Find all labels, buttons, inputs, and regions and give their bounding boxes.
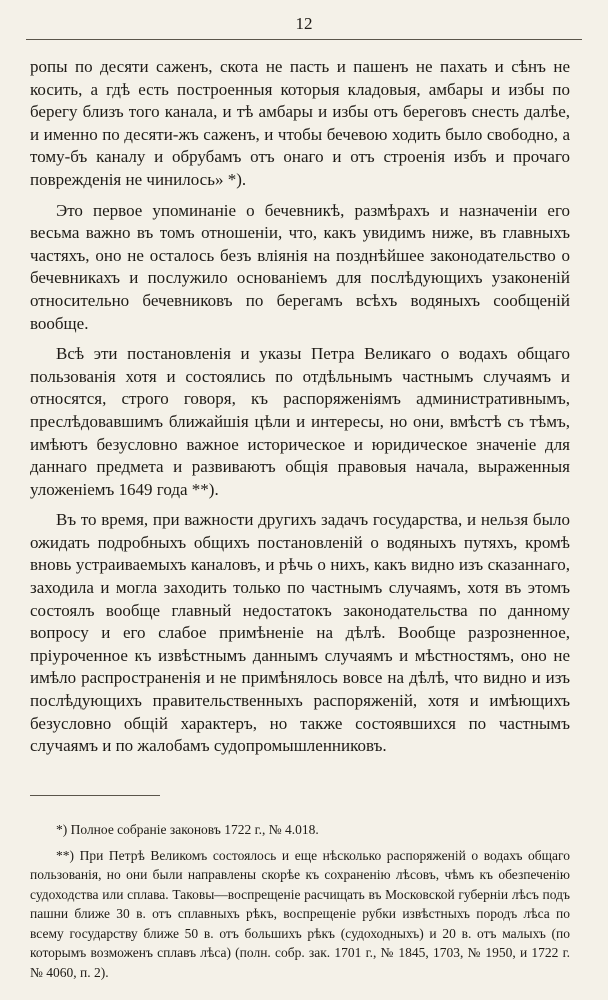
- paragraph: Это первое упоминаніе о бечевникѣ, размѣрахъ и назначеніи его весьма важно въ томъ отношеніи, что, какъ увидимъ ниже, въ главныхъ частяхъ, оно не осталось безъ вліянія на позднѣйшее законодательство о бечевникахъ и послужило основаніемъ для послѣдующихъ узаконеній относительно бечевниковъ по берегамъ всѣхъ водяныхъ сообщеній вообще.: [30, 200, 570, 333]
- paragraph-continuation: ропы по десяти саженъ, скота не пасть и пашенъ не пахать и сѣнъ не косить, а гдѣ есть построенныя которыя кладовыя, амбары и избы по берегу близъ того канала, и тѣ амбары и избы отъ береговъ снесть далѣе, и именно по десяти-жъ саженъ, и чтобы бечевою ходить было свободно, а тому-бъ каналу и обрубамъ отъ онаго и отъ строенія избъ и прочаго поврежденія не чинилось» *).: [30, 57, 570, 189]
- body-text: [30, 56, 570, 766]
- header-rule: [26, 39, 582, 40]
- page-number: 12: [295, 14, 313, 33]
- footnote-rule: [30, 795, 160, 796]
- footnote: **) При Петрѣ Великомъ состоялось и еще нѣсколько распоряженій о водахъ общаго пользованія, но они были направлены скорѣе къ сохраненію лѣсовъ, чѣмъ къ обезпеченію судоходства или сплава. Таковы—воспрещеніе расчищать въ Московской губерніи лѣсъ подъ пашни ближе 30 в. отъ сплавныхъ рѣкъ, воспрещеніе рубки извѣстныхъ породъ лѣса по всему государству ближе 50 в. отъ большихъ рѣкъ (судоходныхъ) и 20 в. отъ малыхъ (по которымъ возможенъ сплавъ лѣса) (полн. собр. зак. 1701 г., № 1845, 1703, № 1950, и 1722 г. № 4060, п. 2).: [30, 847, 570, 980]
- paragraph: Всѣ эти постановленія и указы Петра Великаго о водахъ общаго пользованія хотя и состоялись по отдѣльнымъ частнымъ случаямъ и относятся, строго говоря, къ распоряженіямъ административнымъ, преслѣдовавшимъ ближайшія цѣли и интересы, но они, вмѣстѣ съ тѣмъ, имѣютъ безусловно важное историческое и юридическое значеніе для даннаго предмета и развиваютъ общія правовыя начала, выраженныя уложеніемъ 1649 года **).: [30, 344, 570, 499]
- footnotes: [30, 820, 570, 988]
- paragraph: Въ то время, при важности другихъ задачъ государства, и нельзя было ожидать подробныхъ общихъ постановленій о водяныхъ путяхъ, кромѣ вновь устраиваемыхъ каналовъ, и рѣчь о нихъ, какъ видно изъ сказаннаго, заходила и могла заходить только по частнымъ случаямъ, хотя въ этомъ состоялъ вообще главный недостатокъ законодательства по данному вопросу и его слабое примѣненіе на дѣлѣ. Вообще разрозненное, пріуроченное къ извѣстнымъ даннымъ случаямъ и мѣстностямъ, оно не имѣло распространенія и не примѣнялось вовсе на дѣлѣ, что видно и изъ послѣдующихъ правительственныхъ распоряженій, хотя и имѣющихъ безусловно общій характеръ, но также состоявшихся по частнымъ случаямъ и по жалобамъ судопромышленниковъ.: [30, 510, 570, 756]
- footnote: *) Полное собраніе законовъ 1722 г., № 4.018.: [56, 822, 319, 837]
